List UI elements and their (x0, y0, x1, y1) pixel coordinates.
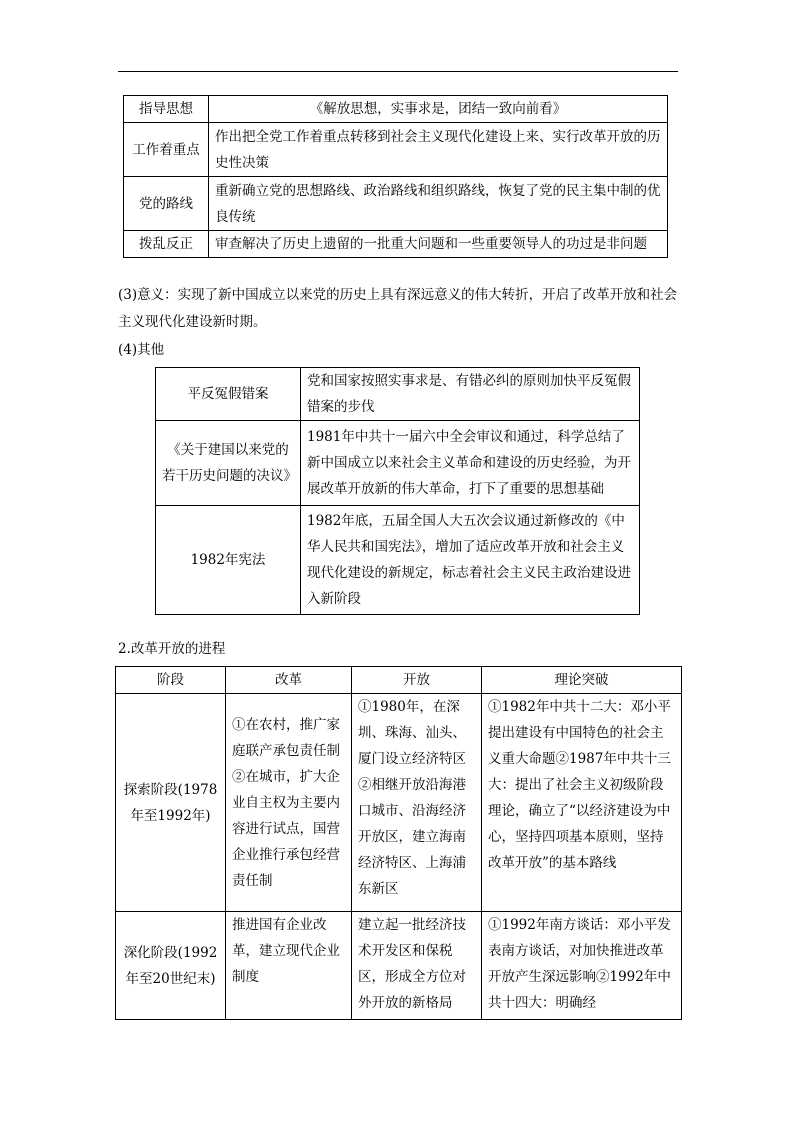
other-table (155, 367, 640, 615)
table-row (124, 96, 668, 123)
theory-cell: ①1992年南方谈话：邓小平发表南方谈话，对加快推进改革开放产生深远影响②1992年中共十四大：明确经 (482, 912, 682, 1020)
opening-cell: ①1980年，在深圳、珠海、汕头、厦门设立经济特区②相继开放沿海港口城市、沿海经济开放区，建立海南经济特区、上海浦东新区 (352, 694, 482, 912)
table-row (116, 694, 682, 912)
table-row (156, 368, 640, 421)
other-heading: (4)其他 (118, 342, 165, 358)
row-content: 审查解决了历史上遗留的一批重大问题和一些重要领导人的功过是非问题 (209, 231, 668, 258)
column-header: 理论突破 (482, 667, 682, 694)
reform-cell: 推进国有企业改革，建立现代企业制度 (226, 912, 352, 1020)
process-table (115, 666, 682, 1020)
row-label: 指导思想 (124, 96, 209, 123)
table-row (116, 912, 682, 1020)
column-header: 开放 (352, 667, 482, 694)
reform-cell: ①在农村，推广家庭联产承包责任制②在城市，扩大企业自主权为主要内容进行试点，国营企业推行承包经营责任制 (226, 694, 352, 912)
row-label: 《关于建国以来党的若干历史问题的决议》 (156, 421, 301, 506)
table-row (124, 177, 668, 231)
row-label: 1982年宪法 (156, 506, 301, 615)
summary-table (123, 95, 668, 258)
row-content: 作出把全党工作着重点转移到社会主义现代化建设上来、实行改革开放的历史性决策 (209, 123, 668, 177)
significance-paragraph: (3)意义：实现了新中国成立以来党的历史上具有深远意义的伟大转折，开启了改革开放和社会主义现代化建设新时期。 (118, 287, 678, 330)
row-label: 平反冤假错案 (156, 368, 301, 421)
table-row (156, 506, 640, 615)
row-content: 1981年中共十一届六中全会审议和通过，科学总结了新中国成立以来社会主义革命和建设的历史经验，为开展改革开放新的伟大革命，打下了重要的思想基础 (301, 421, 640, 506)
row-content: 1982年底，五届全国人大五次会议通过新修改的《中华人民共和国宪法》，增加了适应改革开放和社会主义现代化建设的新规定，标志着社会主义民主政治建设进入新阶段 (301, 506, 640, 615)
stage-cell: 探索阶段(1978年至1992年) (116, 694, 226, 912)
table-header-row (116, 667, 682, 694)
process-heading: 2.改革开放的进程 (118, 641, 226, 657)
table-row (124, 231, 668, 258)
row-label: 工作着重点 (124, 123, 209, 177)
opening-cell: 建立起一批经济技术开发区和保税区，形成全方位对外开放的新格局 (352, 912, 482, 1020)
row-content: 党和国家按照实事求是、有错必纠的原则加快平反冤假错案的步伐 (301, 368, 640, 421)
column-header: 阶段 (116, 667, 226, 694)
row-content: 重新确立党的思想路线、政治路线和组织路线，恢复了党的民主集中制的优良传统 (209, 177, 668, 231)
row-content: 《解放思想，实事求是，团结一致向前看》 (209, 96, 668, 123)
theory-cell: ①1982年中共十二大：邓小平提出建设有中国特色的社会主义重大命题②1987年中共十三大：提出了社会主义初级阶段理论，确立了“以经济建设为中心，坚持四项基本原则，坚持改革开放”的基本路线 (482, 694, 682, 912)
header-rule (118, 71, 678, 72)
table-row (124, 123, 668, 177)
stage-cell: 深化阶段(1992年至20世纪末) (116, 912, 226, 1020)
table-row (156, 421, 640, 506)
row-label: 拨乱反正 (124, 231, 209, 258)
row-label: 党的路线 (124, 177, 209, 231)
column-header: 改革 (226, 667, 352, 694)
